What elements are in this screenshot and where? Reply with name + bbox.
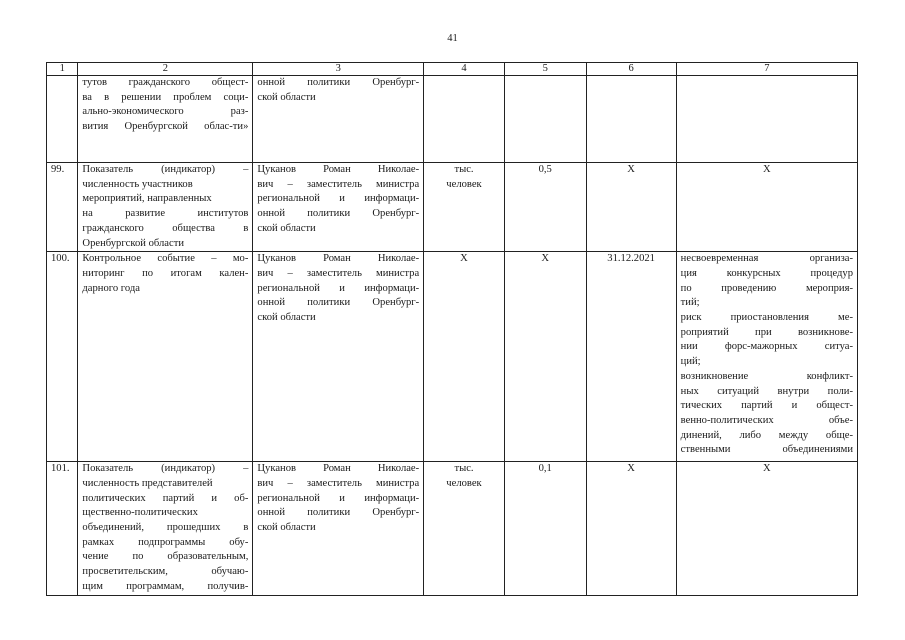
text-line: онной политики Оренбург- [257, 507, 420, 519]
text-line: человек [446, 477, 482, 489]
header-cell: 4 [424, 63, 505, 76]
unit-cell [424, 252, 505, 462]
table-row [47, 76, 858, 163]
text-line: возникновение конфликт- [680, 370, 853, 382]
description-cell [78, 163, 253, 252]
text-line: политических партий и об- [82, 492, 249, 504]
text-line: региональной и информаци- [257, 492, 420, 504]
text-line: Контрольное событие – мо- [82, 253, 249, 265]
text-line: Цуканов Роман Николае- [257, 253, 420, 265]
text-line: ных ситуаций внутри поли- [680, 385, 853, 397]
description-cell [78, 252, 253, 462]
value-cell: Х [504, 252, 586, 462]
text-line: ской области [257, 91, 316, 103]
unit-cell [424, 462, 505, 595]
text-line: Показатель (индикатор) – [82, 463, 249, 475]
text-line: венно-политических объе- [680, 414, 853, 426]
text-line: региональной и информаци- [257, 193, 420, 205]
text-line: риск приостановления ме- [680, 312, 853, 324]
row-number: 101. [47, 462, 78, 595]
text-line: вич – заместитель министра [257, 178, 420, 190]
date-cell: Х [586, 163, 676, 252]
text-line: Х [763, 164, 771, 175]
text-line: ально-экономического раз- [82, 106, 249, 118]
responsible-cell [253, 76, 424, 163]
text-line: ниторинг по итогам кален- [82, 267, 249, 279]
text-line: тутов гражданского общест- [82, 77, 249, 88]
date-cell [586, 76, 676, 163]
text-line: онной политики Оренбург- [257, 297, 420, 309]
date-cell: 31.12.2021 [586, 252, 676, 462]
text-line: вич – заместитель министра [257, 267, 420, 279]
header-cell: 2 [78, 63, 253, 76]
text-line: вития Оренбургской облас-ти» [82, 121, 249, 133]
header-cell: 6 [586, 63, 676, 76]
responsible-cell [253, 163, 424, 252]
table-row [47, 163, 858, 252]
text-line: нии форс-мажорных ситуа- [680, 341, 853, 353]
column-number-header [47, 63, 858, 76]
text-line: Х [460, 253, 468, 265]
risk-cell [676, 76, 857, 163]
table-row [47, 462, 858, 595]
row-number: 99. [47, 163, 78, 252]
text-line: Оренбургской области [82, 237, 185, 249]
text-line: вич – заместитель министра [257, 477, 420, 489]
text-line: просветительским, обучаю- [82, 566, 249, 578]
text-line: мероприятий, направленных [82, 193, 212, 205]
text-line: рамках подпрограммы обу- [82, 536, 249, 548]
text-line: на развитие институтов [82, 208, 249, 220]
text-line: объединений, прошедших в [82, 522, 249, 534]
responsible-cell [253, 462, 424, 595]
value-cell: 0,1 [504, 462, 586, 595]
text-line: тыс. [454, 164, 474, 175]
text-line: тий; [680, 297, 700, 309]
header-cell: 1 [47, 63, 78, 76]
text-line: несвоевременная организа- [680, 253, 853, 265]
text-line: тыс. [454, 463, 474, 475]
text-line: Цуканов Роман Николае- [257, 164, 420, 175]
description-cell [78, 76, 253, 163]
text-line: щественно-политических [82, 507, 198, 519]
header-cell: 5 [504, 63, 586, 76]
text-line: численность участников [82, 178, 193, 190]
text-line: ской области [257, 222, 316, 234]
plan-table [46, 62, 858, 596]
unit-cell [424, 76, 505, 163]
text-line: роприятий при возникнове- [680, 326, 853, 338]
text-line: Показатель (индикатор) – [82, 164, 249, 175]
text-line: динений, либо между обще- [680, 429, 853, 441]
header-cell: 3 [253, 63, 424, 76]
date-cell: Х [586, 462, 676, 595]
row-number [47, 76, 78, 163]
text-line: ция конкурсных процедур [680, 267, 853, 279]
unit-cell [424, 163, 505, 252]
text-line: гражданского общества в [82, 222, 249, 234]
row-number: 100. [47, 252, 78, 462]
responsible-cell [253, 252, 424, 462]
value-cell [504, 76, 586, 163]
text-line: по проведению мероприя- [680, 282, 853, 294]
text-line: численность представителей [82, 477, 213, 489]
text-line: Цуканов Роман Николае- [257, 463, 420, 475]
text-line: тических партий и общест- [680, 400, 853, 412]
text-line: Х [763, 463, 771, 475]
risk-cell [676, 252, 857, 462]
value-cell: 0,5 [504, 163, 586, 252]
text-line: ва в решении проблем соци- [82, 91, 249, 103]
text-line: ственными объединениями [680, 444, 853, 456]
risk-cell [676, 462, 857, 595]
risk-cell [676, 163, 857, 252]
text-line: ской области [257, 312, 316, 324]
header-cell: 7 [676, 63, 857, 76]
page-number: 41 [447, 33, 458, 44]
text-line: онной политики Оренбург- [257, 77, 420, 88]
text-line: ской области [257, 522, 316, 534]
text-line: щим программам, получив- [82, 580, 249, 592]
text-line: региональной и информаци- [257, 282, 420, 294]
description-cell [78, 462, 253, 595]
text-line: ций; [680, 356, 701, 368]
text-line: онной политики Оренбург- [257, 208, 420, 220]
text-line: чение по образовательным, [82, 551, 249, 563]
table-row [47, 252, 858, 462]
text-line: человек [446, 178, 482, 190]
text-line: дарного года [82, 282, 140, 294]
